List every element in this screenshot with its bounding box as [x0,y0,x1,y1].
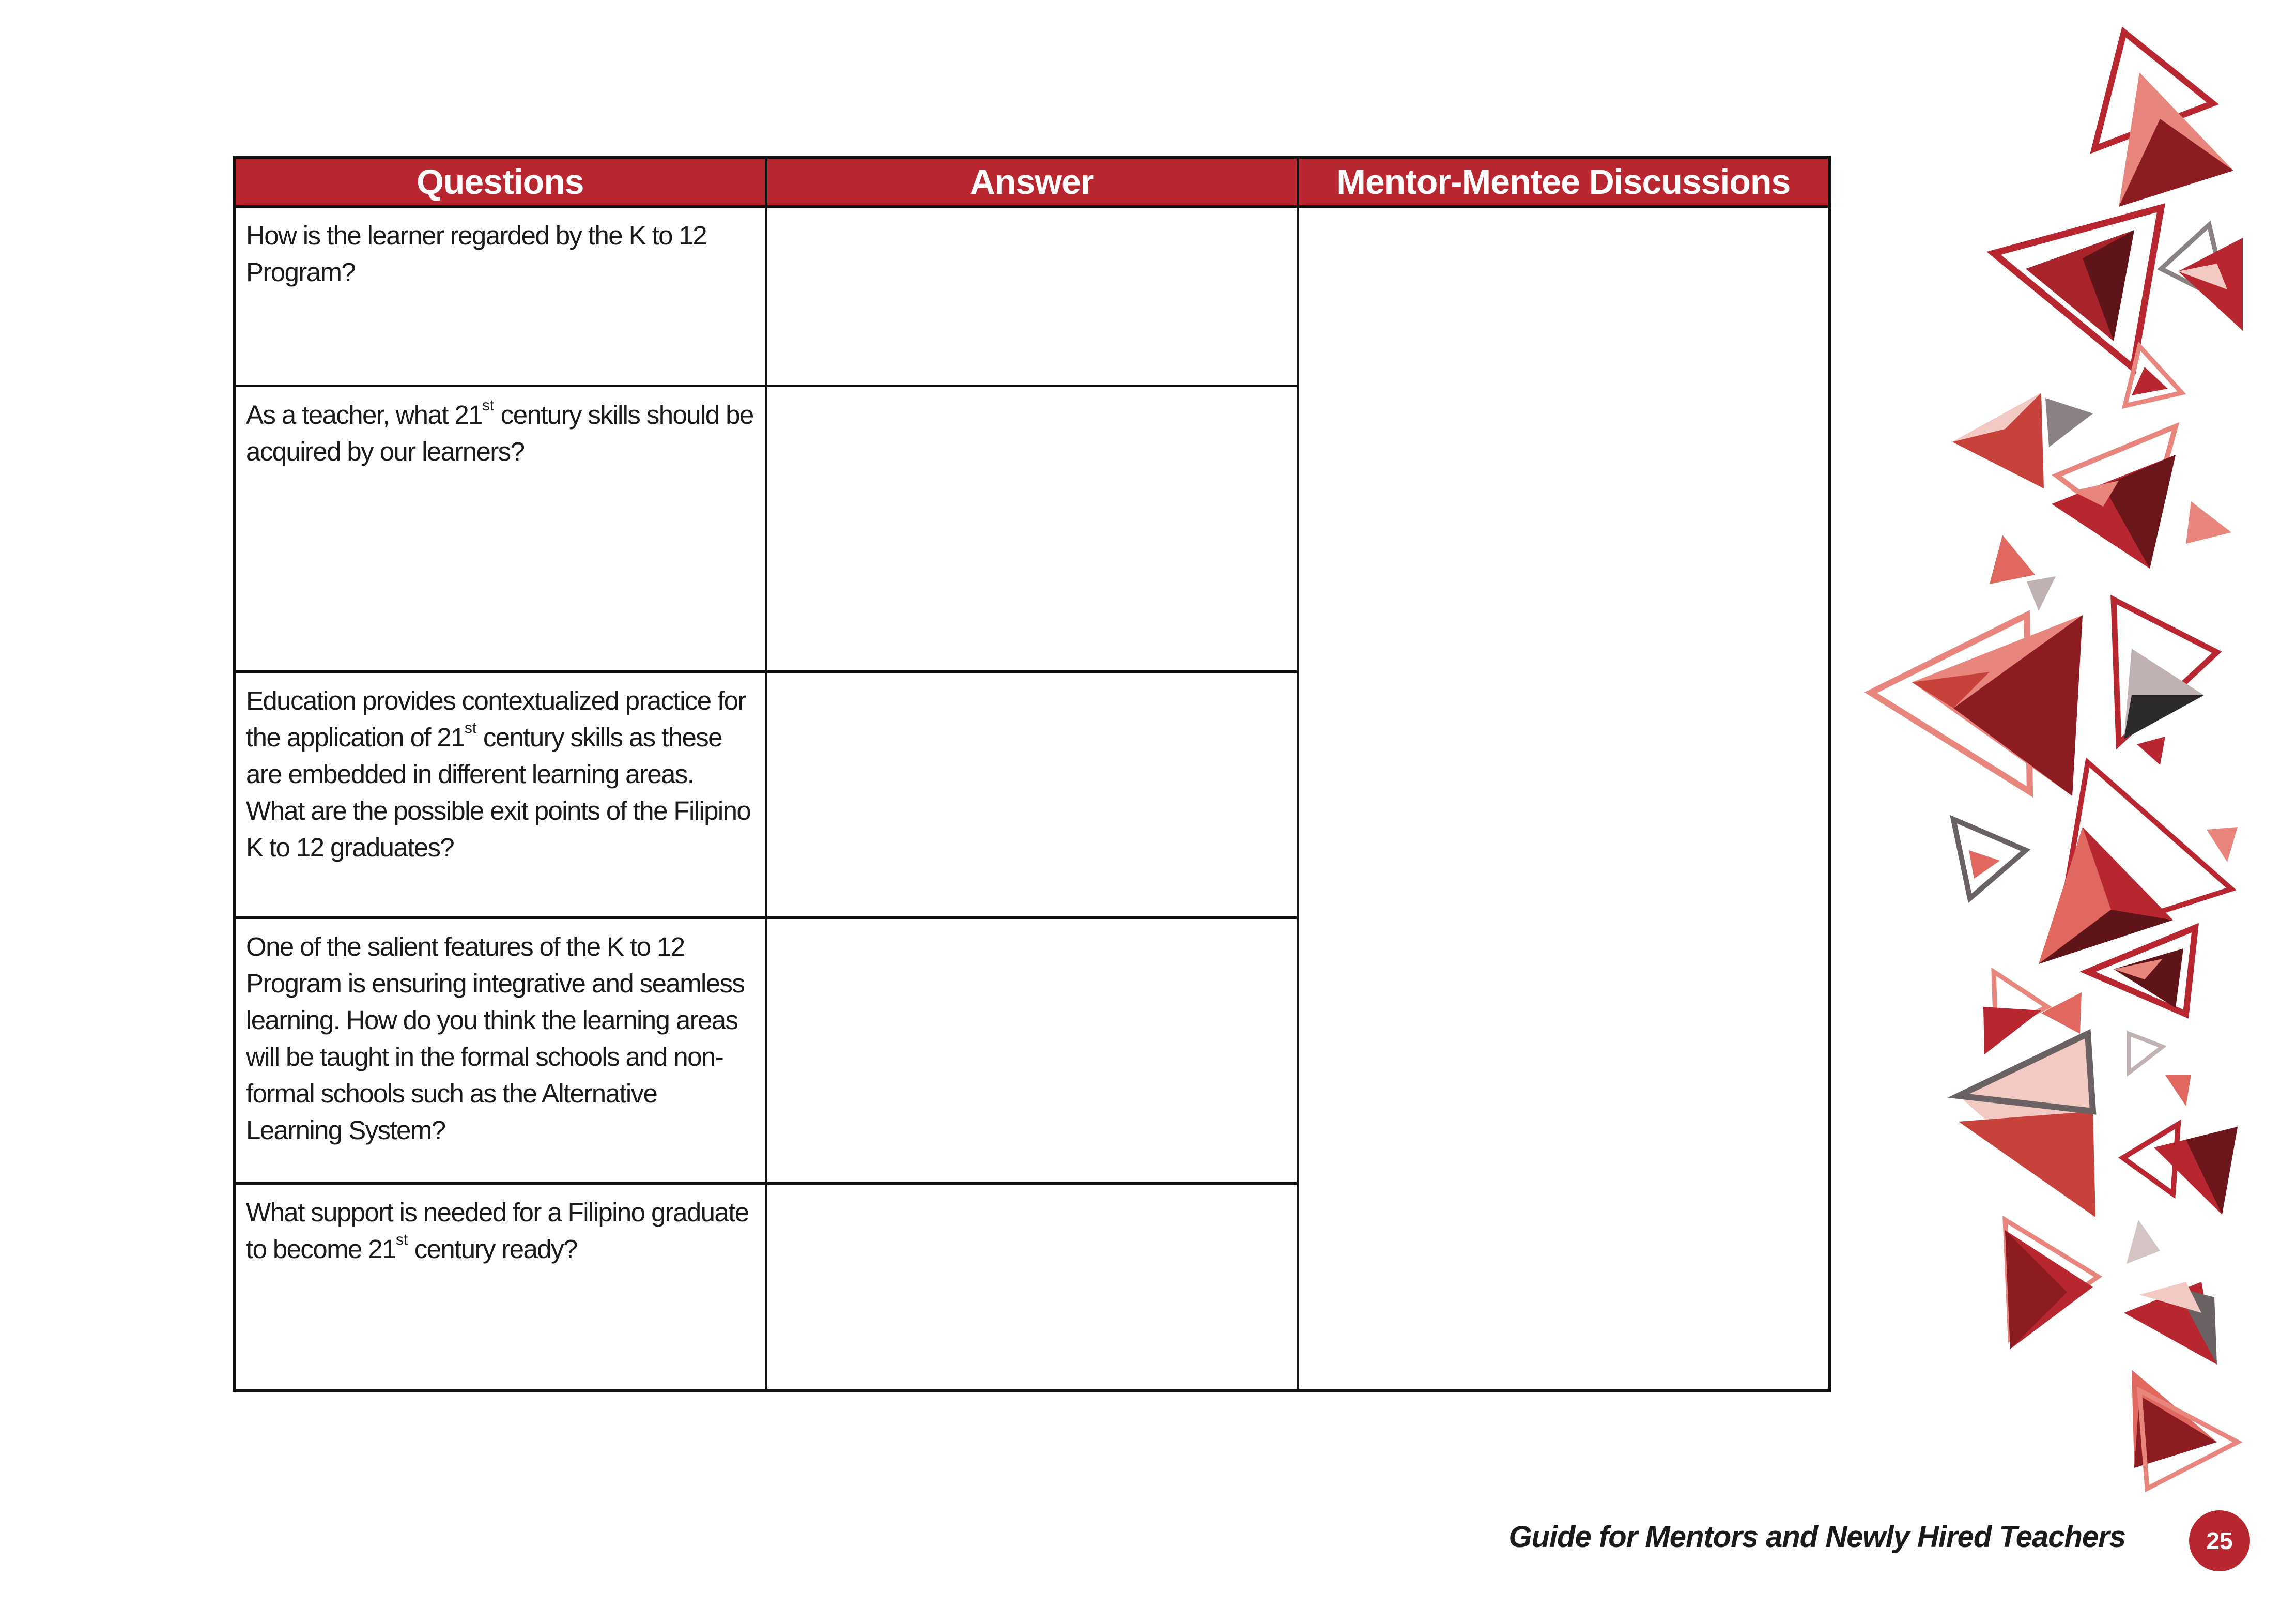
header-questions: Questions [234,157,766,207]
answer-cell[interactable] [766,386,1298,671]
table-row [234,207,1829,386]
question-text: One of the salient features of the K to 12 Program is ensuring integrative and seamless learning. How do you think the learning areas will be taught in the formal schools and non-formal schools such as the Alternative Learning System? [246,931,745,1145]
table-header-row [234,157,1829,207]
answer-cell[interactable] [766,1184,1298,1390]
answer-cell[interactable] [766,207,1298,386]
question-text: What support is needed for a Filipino graduate to become 21st century ready? [246,1198,749,1264]
answer-cell[interactable] [766,671,1298,917]
page-number-badge: 25 [2189,1510,2250,1571]
question-cell [234,1184,766,1390]
question-text: As a teacher, what 21st century skills should be acquired by our learners? [246,397,753,467]
question-text: Education provides contextualized practice for the application of 21st century skills as these are embedded in different learning areas. What are the possible exit points of the Filipino K to 12 graduates? [246,685,751,862]
question-cell [234,671,766,917]
decorative-triangles [1850,0,2296,1525]
question-cell [234,917,766,1183]
question-cell [234,386,766,671]
question-text: How is the learner regarded by the K to 12 Program? [246,221,707,287]
footer-title: Guide for Mentors and Newly Hired Teachers [1508,1520,2125,1554]
answer-cell[interactable] [766,917,1298,1183]
questions-table [233,156,1831,1392]
header-mentor-mentee-discussions: Mentor-Mentee Discussions [1298,157,1829,207]
header-answer: Answer [766,157,1298,207]
question-cell [234,207,766,386]
discussion-cell[interactable] [1298,207,1829,1391]
